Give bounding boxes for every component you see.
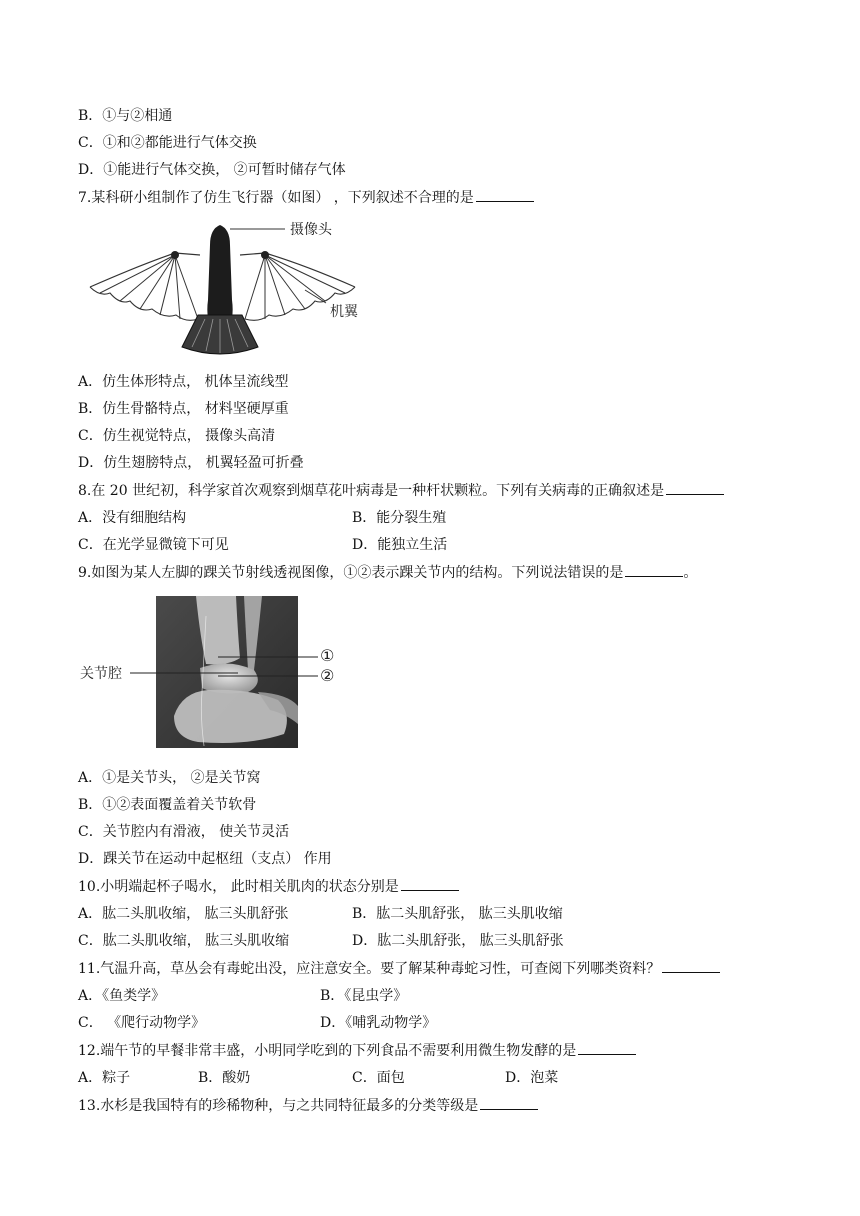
q9-option-b: B．①②表面覆盖着关节软骨 — [78, 797, 257, 813]
question-7 — [78, 188, 534, 208]
question-13 — [78, 1096, 538, 1116]
q10-option-c: C．肱二头肌收缩， 肱三头肌收缩 — [78, 933, 290, 949]
question-10 — [78, 877, 459, 897]
q12-option-a: A．粽子 — [78, 1070, 131, 1086]
q7-option-c: C．仿生视觉特点， 摄像头高清 — [78, 428, 276, 444]
answer-blank — [476, 188, 534, 202]
question-11-text: 11.气温升高，草丛会有毒蛇出没，应注意安全。要了解某种毒蛇习性，可查阅下列哪类资料？ — [78, 961, 661, 977]
wing-label: 机翼 — [330, 304, 358, 320]
question-8 — [78, 481, 724, 501]
q10-option-b: B．肱二头肌舒张， 肱三头肌收缩 — [352, 906, 563, 922]
q6-option-c: C．①和②都能进行气体交换 — [78, 135, 257, 151]
question-9 — [78, 563, 697, 583]
answer-blank — [578, 1041, 636, 1055]
q10-option-d: D．肱二头肌舒张， 肱三头肌舒张 — [352, 933, 564, 949]
q8-option-a: A．没有细胞结构 — [78, 510, 187, 526]
aircraft-figure — [80, 215, 380, 360]
q8-option-c: C．在光学显微镜下可见 — [78, 537, 229, 553]
question-13-text: 13.水杉是我国特有的珍稀物种，与之共同特征最多的分类等级是 — [78, 1098, 479, 1114]
q12-option-c: C．面包 — [352, 1070, 405, 1086]
answer-blank — [625, 563, 683, 577]
q6-option-d: D．①能进行气体交换， ②可暂时储存气体 — [78, 162, 346, 178]
q11-option-b: B．《昆虫学》 — [320, 988, 408, 1004]
q9-option-d: D．踝关节在运动中起枢纽（支点） 作用 — [78, 851, 332, 867]
q11-option-c: C． 《爬行动物学》 — [78, 1015, 206, 1031]
q12-option-b: B．酸奶 — [198, 1070, 251, 1086]
q6-option-b: B．①与②相通 — [78, 108, 173, 124]
q7-option-b: B．仿生骨骼特点， 材料坚硬厚重 — [78, 401, 289, 417]
question-10-text: 10.小明端起杯子喝水， 此时相关肌肉的状态分别是 — [78, 879, 399, 895]
q8-option-b: B．能分裂生殖 — [352, 510, 447, 526]
answer-blank — [401, 877, 459, 891]
q11-option-d: D．《哺乳动物学》 — [320, 1015, 437, 1031]
question-11 — [78, 959, 720, 979]
question-9-tail: 。 — [683, 565, 698, 581]
q11-option-a: A．《鱼类学》 — [78, 988, 166, 1004]
structure-2-label: ② — [320, 666, 335, 685]
q9-option-c: C．关节腔内有滑液， 使关节灵活 — [78, 824, 290, 840]
joint-cavity-label: 关节腔 — [80, 666, 122, 682]
question-12-text: 12.端午节的早餐非常丰盛，小明同学吃到的下列食品不需要利用微生物发酵的是 — [78, 1043, 577, 1059]
question-8-text: 8.在 20 世纪初，科学家首次观察到烟草花叶病毒是一种杆状颗粒。下列有关病毒的正确叙述是 — [78, 483, 665, 499]
structure-1-label: ① — [320, 646, 335, 665]
question-9-text: 9.如图为某人左脚的踝关节射线透视图像，①②表示踝关节内的结构。下列说法错误的是 — [78, 565, 624, 581]
answer-blank — [480, 1096, 538, 1110]
q12-option-d: D．泡菜 — [505, 1070, 559, 1086]
answer-blank — [662, 959, 720, 973]
q7-option-a: A．仿生体形特点， 机体呈流线型 — [78, 374, 289, 390]
ankle-xray-figure — [78, 596, 348, 750]
q10-option-a: A．肱二头肌收缩， 肱三头肌舒张 — [78, 906, 289, 922]
q9-option-a: A．①是关节头， ②是关节窝 — [78, 770, 261, 786]
q7-option-d: D．仿生翅膀特点， 机翼轻盈可折叠 — [78, 455, 304, 471]
answer-blank — [666, 481, 724, 495]
question-7-text: 7.某科研小组制作了仿生飞行器（如图） ，下列叙述不合理的是 — [78, 190, 474, 206]
aircraft-drawing — [80, 215, 380, 360]
question-12 — [78, 1041, 636, 1061]
camera-label: 摄像头 — [290, 222, 332, 238]
q8-option-d: D．能独立生活 — [352, 537, 448, 553]
